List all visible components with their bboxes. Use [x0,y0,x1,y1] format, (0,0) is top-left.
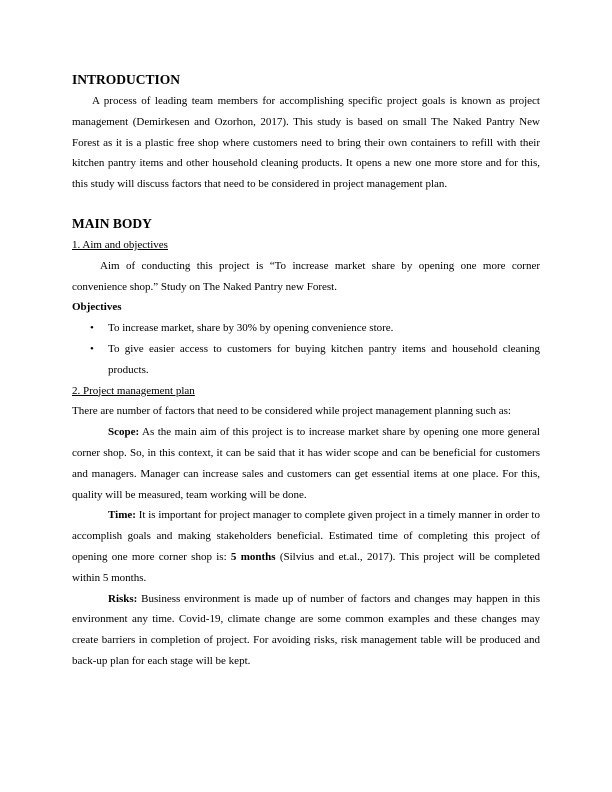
objectives-label: Objectives [72,301,122,314]
scope-label: Scope: [108,426,140,439]
risks-paragraph: Risks: Business environment is made up of number of factors and changes may happen in this environment any time. Covid-19, climate change are some common examples and these changes may create barriers in completion of project. For avoiding risks, risk management table will be produced and back-up plan for each stage will be kept. [72,592,540,667]
intro-paragraph: A process of leading team members for accomplishing specific project goals is known as project management (Demirkesen and Ozorhon, 2017). This study is based on small The Naked Pantry New Forest as it is a plastic free shop where customers need to bring their own containers to refill with their kitchen pantry items and other household cleaning products. It opens a new one more store and for this, this study will discuss factors that need to be considered in project management plan. [72,95,540,191]
scope-paragraph: Scope: As the main aim of this project is to increase market share by opening one more general corner shop. So, in this context, it can be said that it has wider scope and can be beneficial for customers and managers. Manager can increase sales and customers can get essential items at one place. For this, quality will be measured, team working will be done. [72,426,540,501]
section2-intro: There are number of factors that need to be considered while project management planning such as: [72,405,511,418]
time-label: Time: [108,509,136,522]
list-item: • To give easier access to customers for buying kitchen pantry items and household cleaning products. [108,339,540,381]
main-body-heading: MAIN BODY [72,215,152,231]
time-paragraph: Time: It is important for project manager to complete given project in a timely manner in order to accomplish goals and making stakeholders beneficial. Estimated time of completing this project of opening one more corner shop is: 5 months (Silvius and et.al., 2017). This project will be completed within 5 months. [72,509,541,584]
time-estimate: 5 months [230,550,276,563]
aim-paragraph: Aim of conducting this project is “To increase market share by opening one more corner convenience shop.” Study on The Naked Pantry new Forest. [72,259,540,293]
list-item: • To increase market, share by 30% by opening convenience store. [108,318,540,339]
section2-title: 2. Project management plan [72,384,195,397]
objectives-list [72,318,540,380]
risks-label: Risks: [108,592,138,605]
section1-title: 1. Aim and objectives [72,238,168,251]
intro-heading: INTRODUCTION [72,72,181,87]
